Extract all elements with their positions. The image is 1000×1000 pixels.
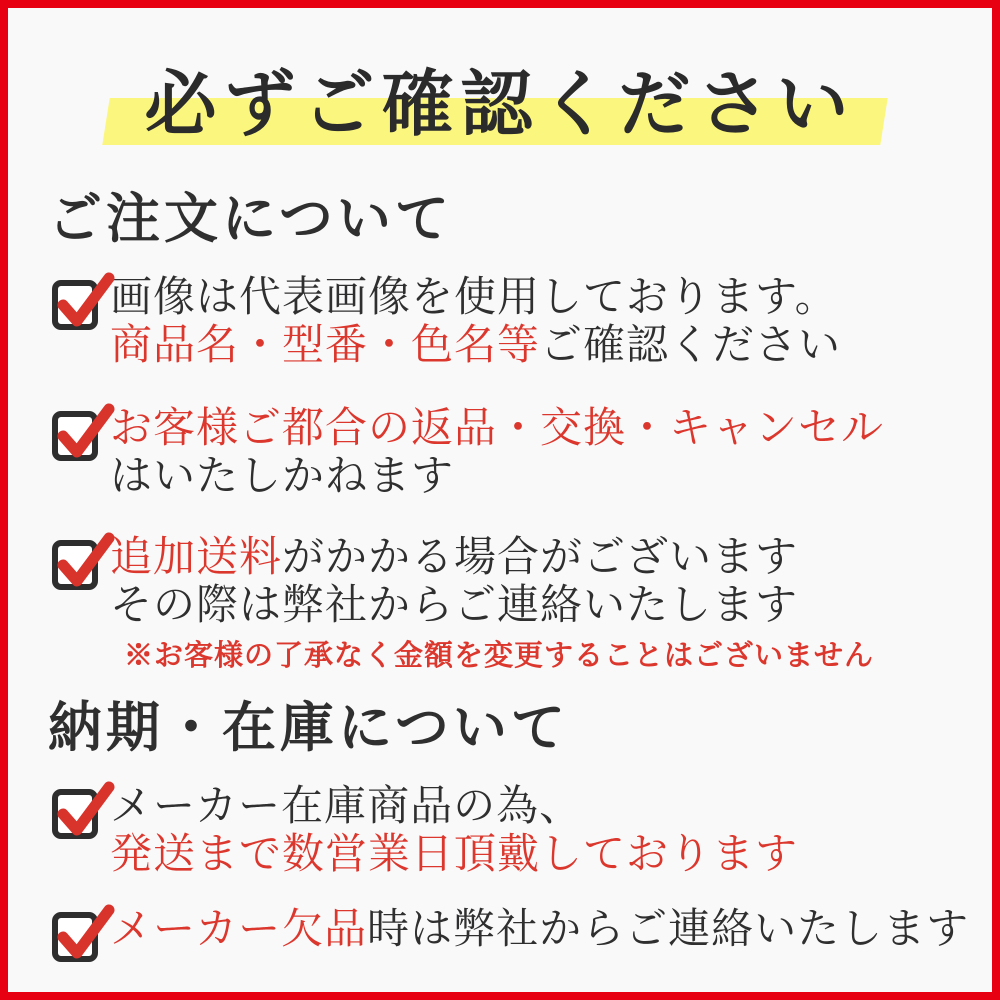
text-segment: 発送まで数営業日頂戴しております [110, 831, 799, 878]
list-item [52, 406, 992, 501]
text-segment: メーカー在庫商品の為、 [110, 784, 583, 831]
fine-print-note: ※お客様の了承なく金額を変更することはございません [124, 640, 875, 673]
notice-line [110, 323, 841, 370]
notice-line [110, 583, 874, 630]
notice-line [110, 832, 798, 879]
text-segment: ご確認ください [540, 322, 842, 369]
notice-line [110, 907, 969, 954]
text-segment: お客様ご都合の返品・交換・キャンセル [110, 406, 885, 453]
section-heading-order: ご注文について [48, 189, 453, 249]
notice-line [110, 784, 798, 831]
item-text [110, 907, 969, 954]
checked-checkbox-icon [52, 789, 98, 839]
checked-checkbox-icon [52, 411, 98, 461]
text-segment: 商品名・型番・色名等 [110, 322, 541, 369]
notice-line [110, 406, 884, 453]
section-heading-delivery-stock: 納期・在庫について [48, 697, 569, 758]
notice-line [110, 454, 884, 501]
text-segment: はいたしかねます [110, 453, 455, 500]
list-item [52, 275, 992, 370]
item-text [110, 275, 841, 370]
checked-checkbox-icon [52, 912, 98, 962]
notice-line [110, 535, 874, 582]
item-text [110, 535, 874, 673]
title-section [8, 46, 992, 154]
text-segment: 追加送料 [110, 535, 283, 582]
list-item [52, 535, 992, 673]
checked-checkbox-icon [52, 280, 98, 330]
page-title: 必ずご確認ください [144, 65, 856, 145]
text-segment: 時は弊社からご連絡いたします [367, 907, 970, 954]
list-item [52, 907, 992, 962]
checked-checkbox-icon [52, 540, 98, 590]
item-text [110, 406, 884, 501]
text-segment: メーカー欠品 [110, 907, 368, 954]
item-text [110, 784, 798, 879]
text-segment: その際は弊社からご連絡いたします [110, 582, 799, 629]
text-segment: がかかる場合がございます [282, 535, 799, 582]
text-segment: 画像は代表画像を使用しております。 [110, 275, 838, 322]
list-item [52, 784, 992, 879]
notice-line [110, 275, 841, 322]
